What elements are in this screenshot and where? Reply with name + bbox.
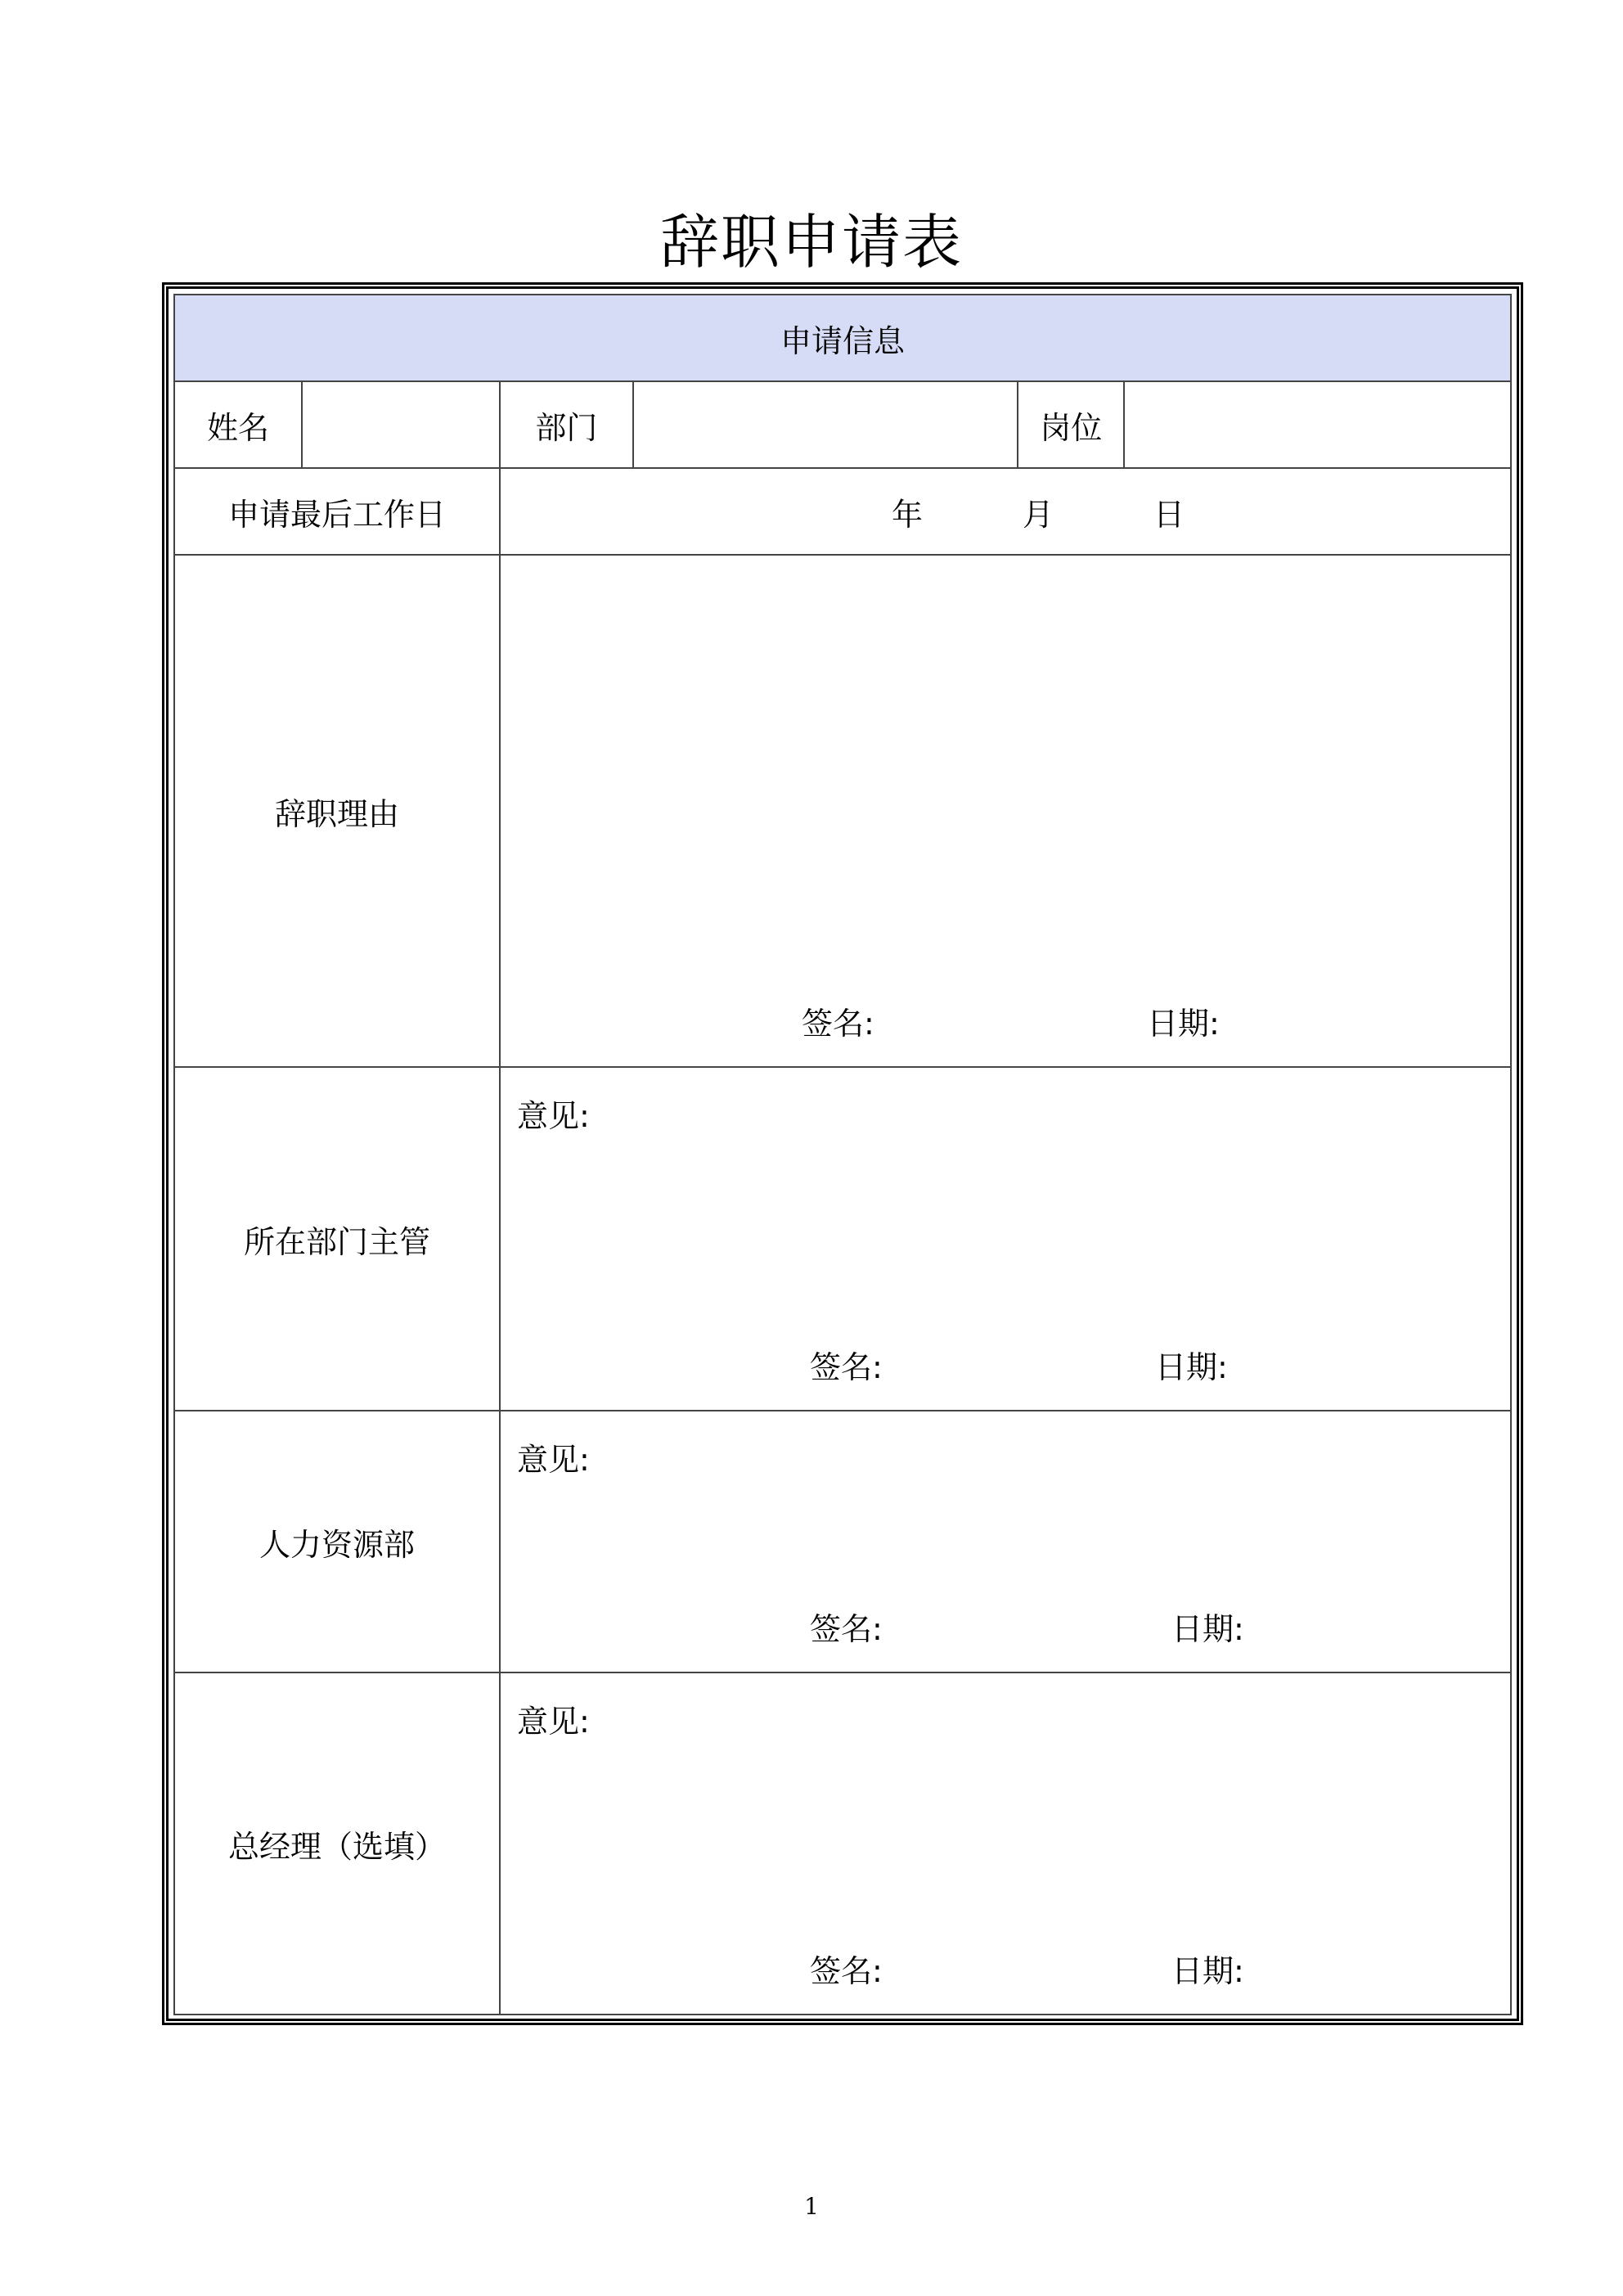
section-header-row (174, 295, 1511, 381)
last-workday-label: 申请最后工作日 (174, 468, 500, 555)
form-frame (162, 282, 1523, 2025)
last-workday-row (174, 468, 1511, 555)
gm-label: 总经理（选填） (174, 1672, 500, 2015)
basic-info-row (174, 381, 1511, 468)
dept-supervisor-field[interactable] (500, 1067, 1511, 1411)
hr-opinion-label: 意见: (517, 1442, 590, 1478)
day-label: 日 (1153, 496, 1185, 533)
resignation-form-table (173, 294, 1512, 2015)
month-label: 月 (1022, 496, 1054, 533)
gm-field[interactable] (500, 1672, 1511, 2015)
reason-date-label: 日期: (1147, 1006, 1220, 1042)
dept-supervisor-opinion-label: 意见: (517, 1098, 590, 1134)
reason-field[interactable] (500, 555, 1511, 1067)
position-field[interactable] (1124, 381, 1511, 468)
hr-field[interactable] (500, 1411, 1511, 1672)
name-field[interactable] (302, 381, 500, 468)
name-label: 姓名 (174, 381, 302, 468)
dept-supervisor-label: 所在部门主管 (174, 1067, 500, 1411)
hr-date-label: 日期: (1171, 1611, 1244, 1647)
hr-row (174, 1411, 1511, 1672)
year-label: 年 (891, 496, 923, 533)
hr-label: 人力资源部 (174, 1411, 500, 1672)
department-field[interactable] (633, 381, 1018, 468)
reason-sign-label: 签名: (802, 1006, 874, 1042)
reason-row (174, 555, 1511, 1067)
page-title: 辞职申请表 (659, 208, 963, 277)
position-label: 岗位 (1018, 381, 1124, 468)
last-workday-field[interactable] (500, 468, 1511, 555)
section-header: 申请信息 (174, 295, 1511, 381)
reason-label: 辞职理由 (174, 555, 500, 1067)
dept-supervisor-row (174, 1067, 1511, 1411)
department-label: 部门 (500, 381, 633, 468)
gm-date-label: 日期: (1171, 1953, 1244, 1989)
gm-row (174, 1672, 1511, 2015)
hr-sign-label: 签名: (810, 1611, 883, 1647)
dept-supervisor-sign-label: 签名: (810, 1349, 883, 1385)
gm-opinion-label: 意见: (517, 1704, 590, 1740)
gm-sign-label: 签名: (810, 1953, 883, 1989)
page-number: 1 (804, 2193, 819, 2220)
dept-supervisor-date-label: 日期: (1155, 1349, 1228, 1385)
